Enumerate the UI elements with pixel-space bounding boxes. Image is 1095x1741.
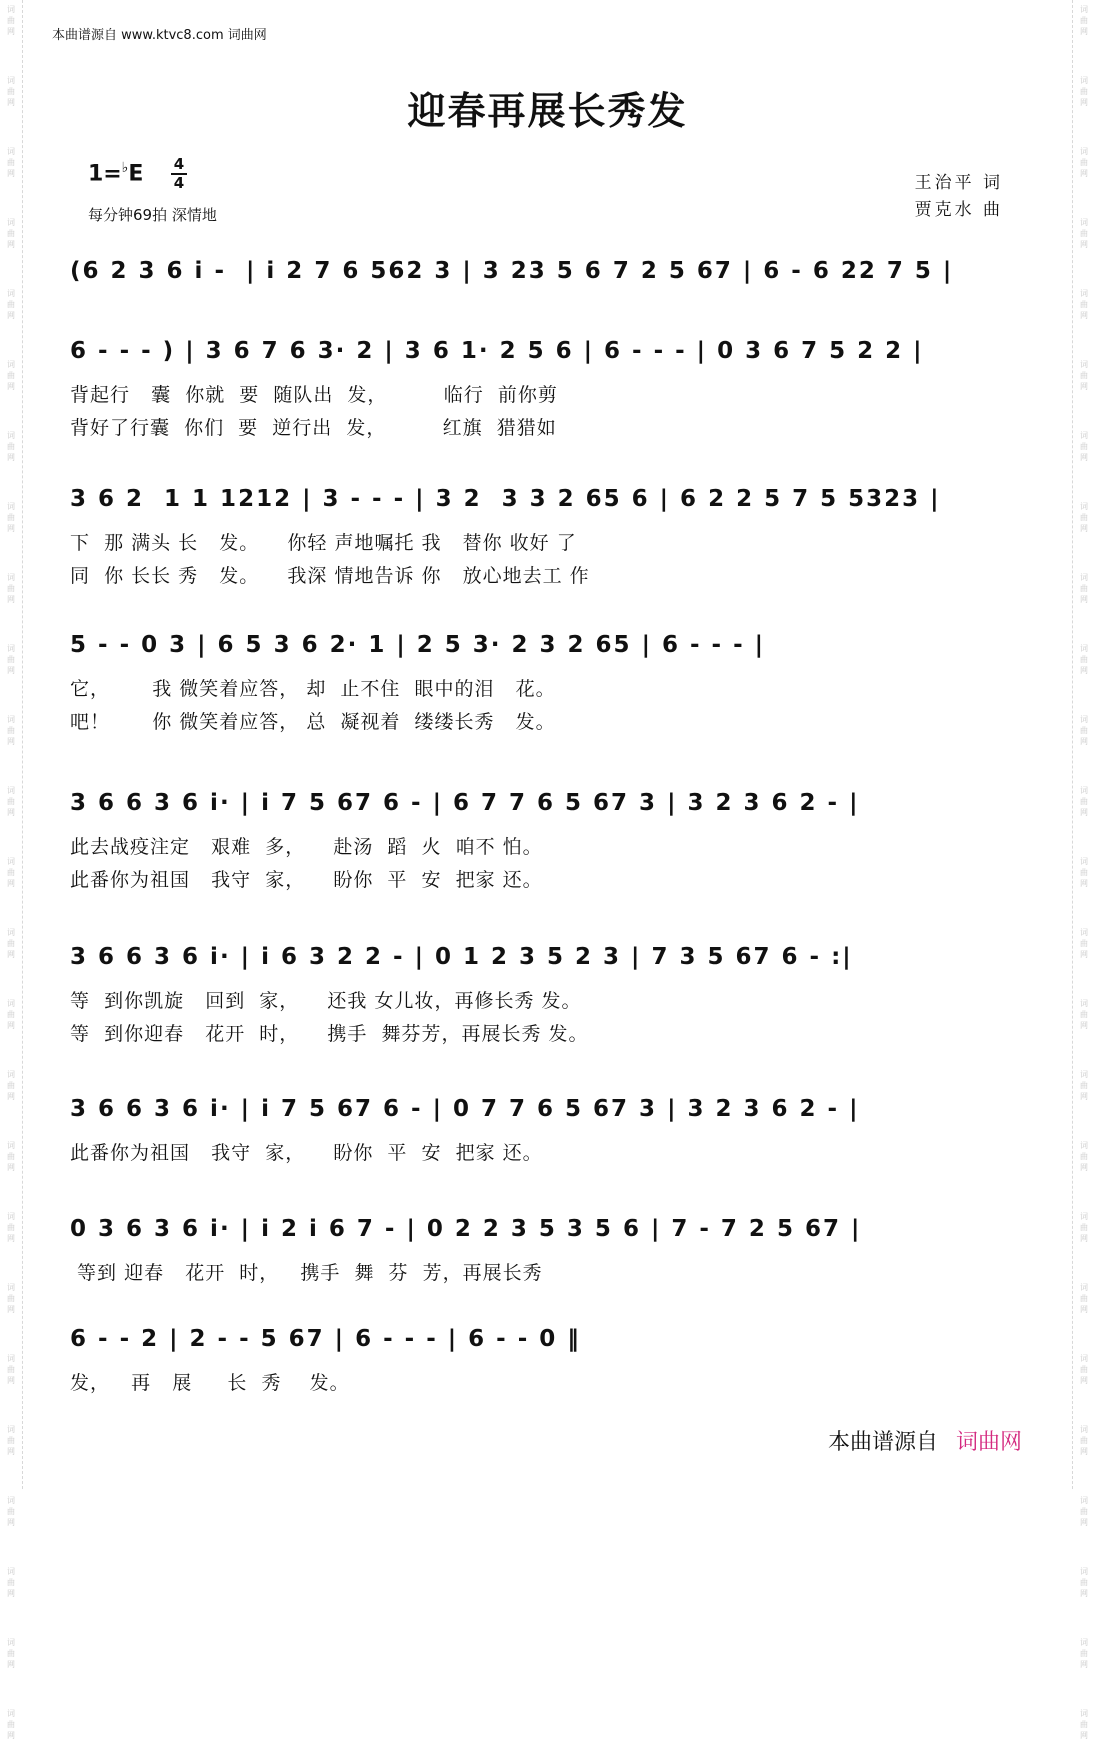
watermark-text: 词 曲 网 xyxy=(7,1425,15,1456)
watermark-text: 词 曲 网 xyxy=(1080,573,1088,604)
notation-line: 3 6 6 3 6 i· | i 7 5 67 6 - | 6 7 7 6 5 67 3 | 3 2 3 6 2 - | xyxy=(70,790,860,816)
notation-line: 3 6 6 3 6 i· | i 7 5 67 6 - | 0 7 7 6 5 67 3 | 3 2 3 6 2 - | xyxy=(70,1096,860,1122)
watermark-text: 词 曲 网 xyxy=(7,502,15,533)
watermark-text: 词 曲 网 xyxy=(1080,1567,1088,1598)
watermark-text: 词 曲 网 xyxy=(1080,218,1088,249)
watermark-text: 词 曲 网 xyxy=(7,1070,15,1101)
watermark-text: 词 曲 网 xyxy=(7,289,15,320)
watermark-text: 词 曲 网 xyxy=(7,573,15,604)
watermark-text: 词 曲 网 xyxy=(1080,786,1088,817)
lyric-line: 等到 迎春 花开 时， 携手 舞 芬 芳，再展长秀 xyxy=(70,1262,543,1284)
watermark-text: 词 曲 网 xyxy=(1080,431,1088,462)
lyric-line: 此番你为祖国 我守 家， 盼你 平 安 把家 还。 xyxy=(70,869,543,891)
watermark-text: 词 曲 网 xyxy=(1080,360,1088,391)
watermark-text: 词 曲 网 xyxy=(7,1354,15,1385)
watermark-text: 词 曲 网 xyxy=(1080,5,1088,36)
key-note: E xyxy=(128,161,144,187)
lyric-line: 同 你 长长 秀 发。 我深 情地告诉 你 放心地去工 作 xyxy=(70,565,590,587)
watermark-text: 词 曲 网 xyxy=(1080,999,1088,1030)
time-bottom: 4 xyxy=(173,174,185,192)
watermark-text: 词 曲 网 xyxy=(7,1496,15,1527)
key-signature xyxy=(88,160,143,186)
time-top: 4 xyxy=(173,155,185,173)
watermark-text: 词 曲 网 xyxy=(7,360,15,391)
watermark-strip-left xyxy=(0,0,23,1740)
lyric-line: 下 那 满头 长 发。 你轻 声地嘱托 我 替你 收好 了 xyxy=(70,532,577,554)
notation-line: 3 6 2 1 1 1212 | 3 - - - | 3 2 3 3 2 65 6 | 6 2 2 5 7 5 5323 | xyxy=(70,486,941,512)
watermark-text: 词 曲 网 xyxy=(7,5,15,36)
watermark-text: 词 曲 网 xyxy=(7,928,15,959)
watermark-text: 词 曲 网 xyxy=(1080,715,1088,746)
watermark-text: 词 曲 网 xyxy=(1080,1141,1088,1172)
watermark-text: 词 曲 网 xyxy=(7,1709,15,1740)
song-title: 迎春再展长秀发 xyxy=(407,88,688,133)
watermark-text: 词 曲 网 xyxy=(1080,644,1088,675)
notation-line: 6 - - 2 | 2 - - 5 67 | 6 - - - | 6 - - 0 ‖ xyxy=(70,1326,581,1352)
watermark-text: 词 曲 网 xyxy=(7,715,15,746)
watermark-text: 词 曲 网 xyxy=(7,431,15,462)
footer-source-label: 本曲谱源自 xyxy=(828,1430,939,1455)
watermark-text: 词 曲 网 xyxy=(7,1212,15,1243)
watermark-text: 词 曲 网 xyxy=(1080,1496,1088,1527)
lyric-line: 它， 我 微笑着应答， 却 止不住 眼中的泪 花。 xyxy=(70,678,556,700)
lyric-line: 等 到你迎春 花开 时， 携手 舞芬芳，再展长秀 发。 xyxy=(70,1023,589,1045)
watermark-text: 词 曲 网 xyxy=(7,1638,15,1669)
watermark-text: 词 曲 网 xyxy=(1080,1709,1088,1740)
watermark-text: 词 曲 网 xyxy=(7,644,15,675)
watermark-text: 词 曲 网 xyxy=(1080,1283,1088,1314)
lyric-line: 发， 再 展 长 秀 发。 xyxy=(70,1372,350,1394)
lyric-line: 背起行 囊 你就 要 随队出 发， 临行 前你剪 xyxy=(70,384,558,406)
notation-line: 3 6 6 3 6 i· | i 6 3 2 2 - | 0 1 2 3 5 2 3 | 7 3 5 67 6 - :| xyxy=(70,944,853,970)
lyric-line: 等 到你凯旋 回到 家， 还我 女儿妆，再修长秀 发。 xyxy=(70,990,582,1012)
notation-line: 5 - - 0 3 | 6 5 3 6 2· 1 | 2 5 3· 2 3 2 65 | 6 - - - | xyxy=(70,632,766,658)
notation-line: (6 2 3 6 i - | i 2 7 6 562 3 | 3 23 5 6 7 2 5 67 | 6 - 6 22 7 5 | xyxy=(70,258,954,284)
watermark-text: 词 曲 网 xyxy=(7,786,15,817)
footer-site-name: 词曲网 xyxy=(956,1430,1023,1455)
watermark-text: 词 曲 网 xyxy=(1080,1638,1088,1669)
watermark-text: 词 曲 网 xyxy=(1080,502,1088,533)
watermark-text: 词 曲 网 xyxy=(1080,289,1088,320)
tempo-marking: 每分钟69拍 深情地 xyxy=(88,206,217,224)
watermark-text: 词 曲 网 xyxy=(7,1141,15,1172)
watermark-text: 词 曲 网 xyxy=(7,1567,15,1598)
watermark-text: 词 曲 网 xyxy=(7,857,15,888)
lyric-line: 此去战疫注定 艰难 多， 赴汤 蹈 火 咱不 怕。 xyxy=(70,836,543,858)
watermark-text: 词 曲 网 xyxy=(1080,857,1088,888)
footer-source xyxy=(828,1425,1022,1456)
watermark-text: 词 曲 网 xyxy=(7,147,15,178)
key-label: 1= xyxy=(88,161,122,187)
watermark-text: 词 曲 网 xyxy=(1080,1354,1088,1385)
time-signature xyxy=(170,156,188,192)
watermark-text: 词 曲 网 xyxy=(7,1283,15,1314)
watermark-text: 词 曲 网 xyxy=(1080,76,1088,107)
watermark-text: 词 曲 网 xyxy=(7,76,15,107)
watermark-text: 词 曲 网 xyxy=(7,999,15,1030)
watermark-text: 词 曲 网 xyxy=(1080,1212,1088,1243)
lyricist-credit: 王治平 词 xyxy=(914,173,1003,193)
lyric-line: 吧！ 你 微笑着应答， 总 凝视着 缕缕长秀 发。 xyxy=(70,711,556,733)
source-header: 本曲谱源自 www.ktvc8.com 词曲网 xyxy=(52,28,267,43)
lyric-line: 此番你为祖国 我守 家， 盼你 平 安 把家 还。 xyxy=(70,1142,543,1164)
watermark-text: 词 曲 网 xyxy=(1080,928,1088,959)
watermark-strip-right xyxy=(1072,0,1095,1740)
watermark-text: 词 曲 网 xyxy=(1080,147,1088,178)
flat-symbol: ♭ xyxy=(121,160,129,176)
notation-line: 0 3 6 3 6 i· | i 2 i 6 7 - | 0 2 2 3 5 3 5 6 | 7 - 7 2 5 67 | xyxy=(70,1216,862,1242)
watermark-text: 词 曲 网 xyxy=(1080,1425,1088,1456)
watermark-text: 词 曲 网 xyxy=(1080,1070,1088,1101)
lyric-line: 背好了行囊 你们 要 逆行出 发， 红旗 猎猎如 xyxy=(70,417,557,439)
watermark-text: 词 曲 网 xyxy=(7,218,15,249)
notation-line: 6 - - - ) | 3 6 7 6 3· 2 | 3 6 1· 2 5 6 | 6 - - - | 0 3 6 7 5 2 2 | xyxy=(70,338,924,364)
composer-credit: 贾克水 曲 xyxy=(914,200,1003,220)
